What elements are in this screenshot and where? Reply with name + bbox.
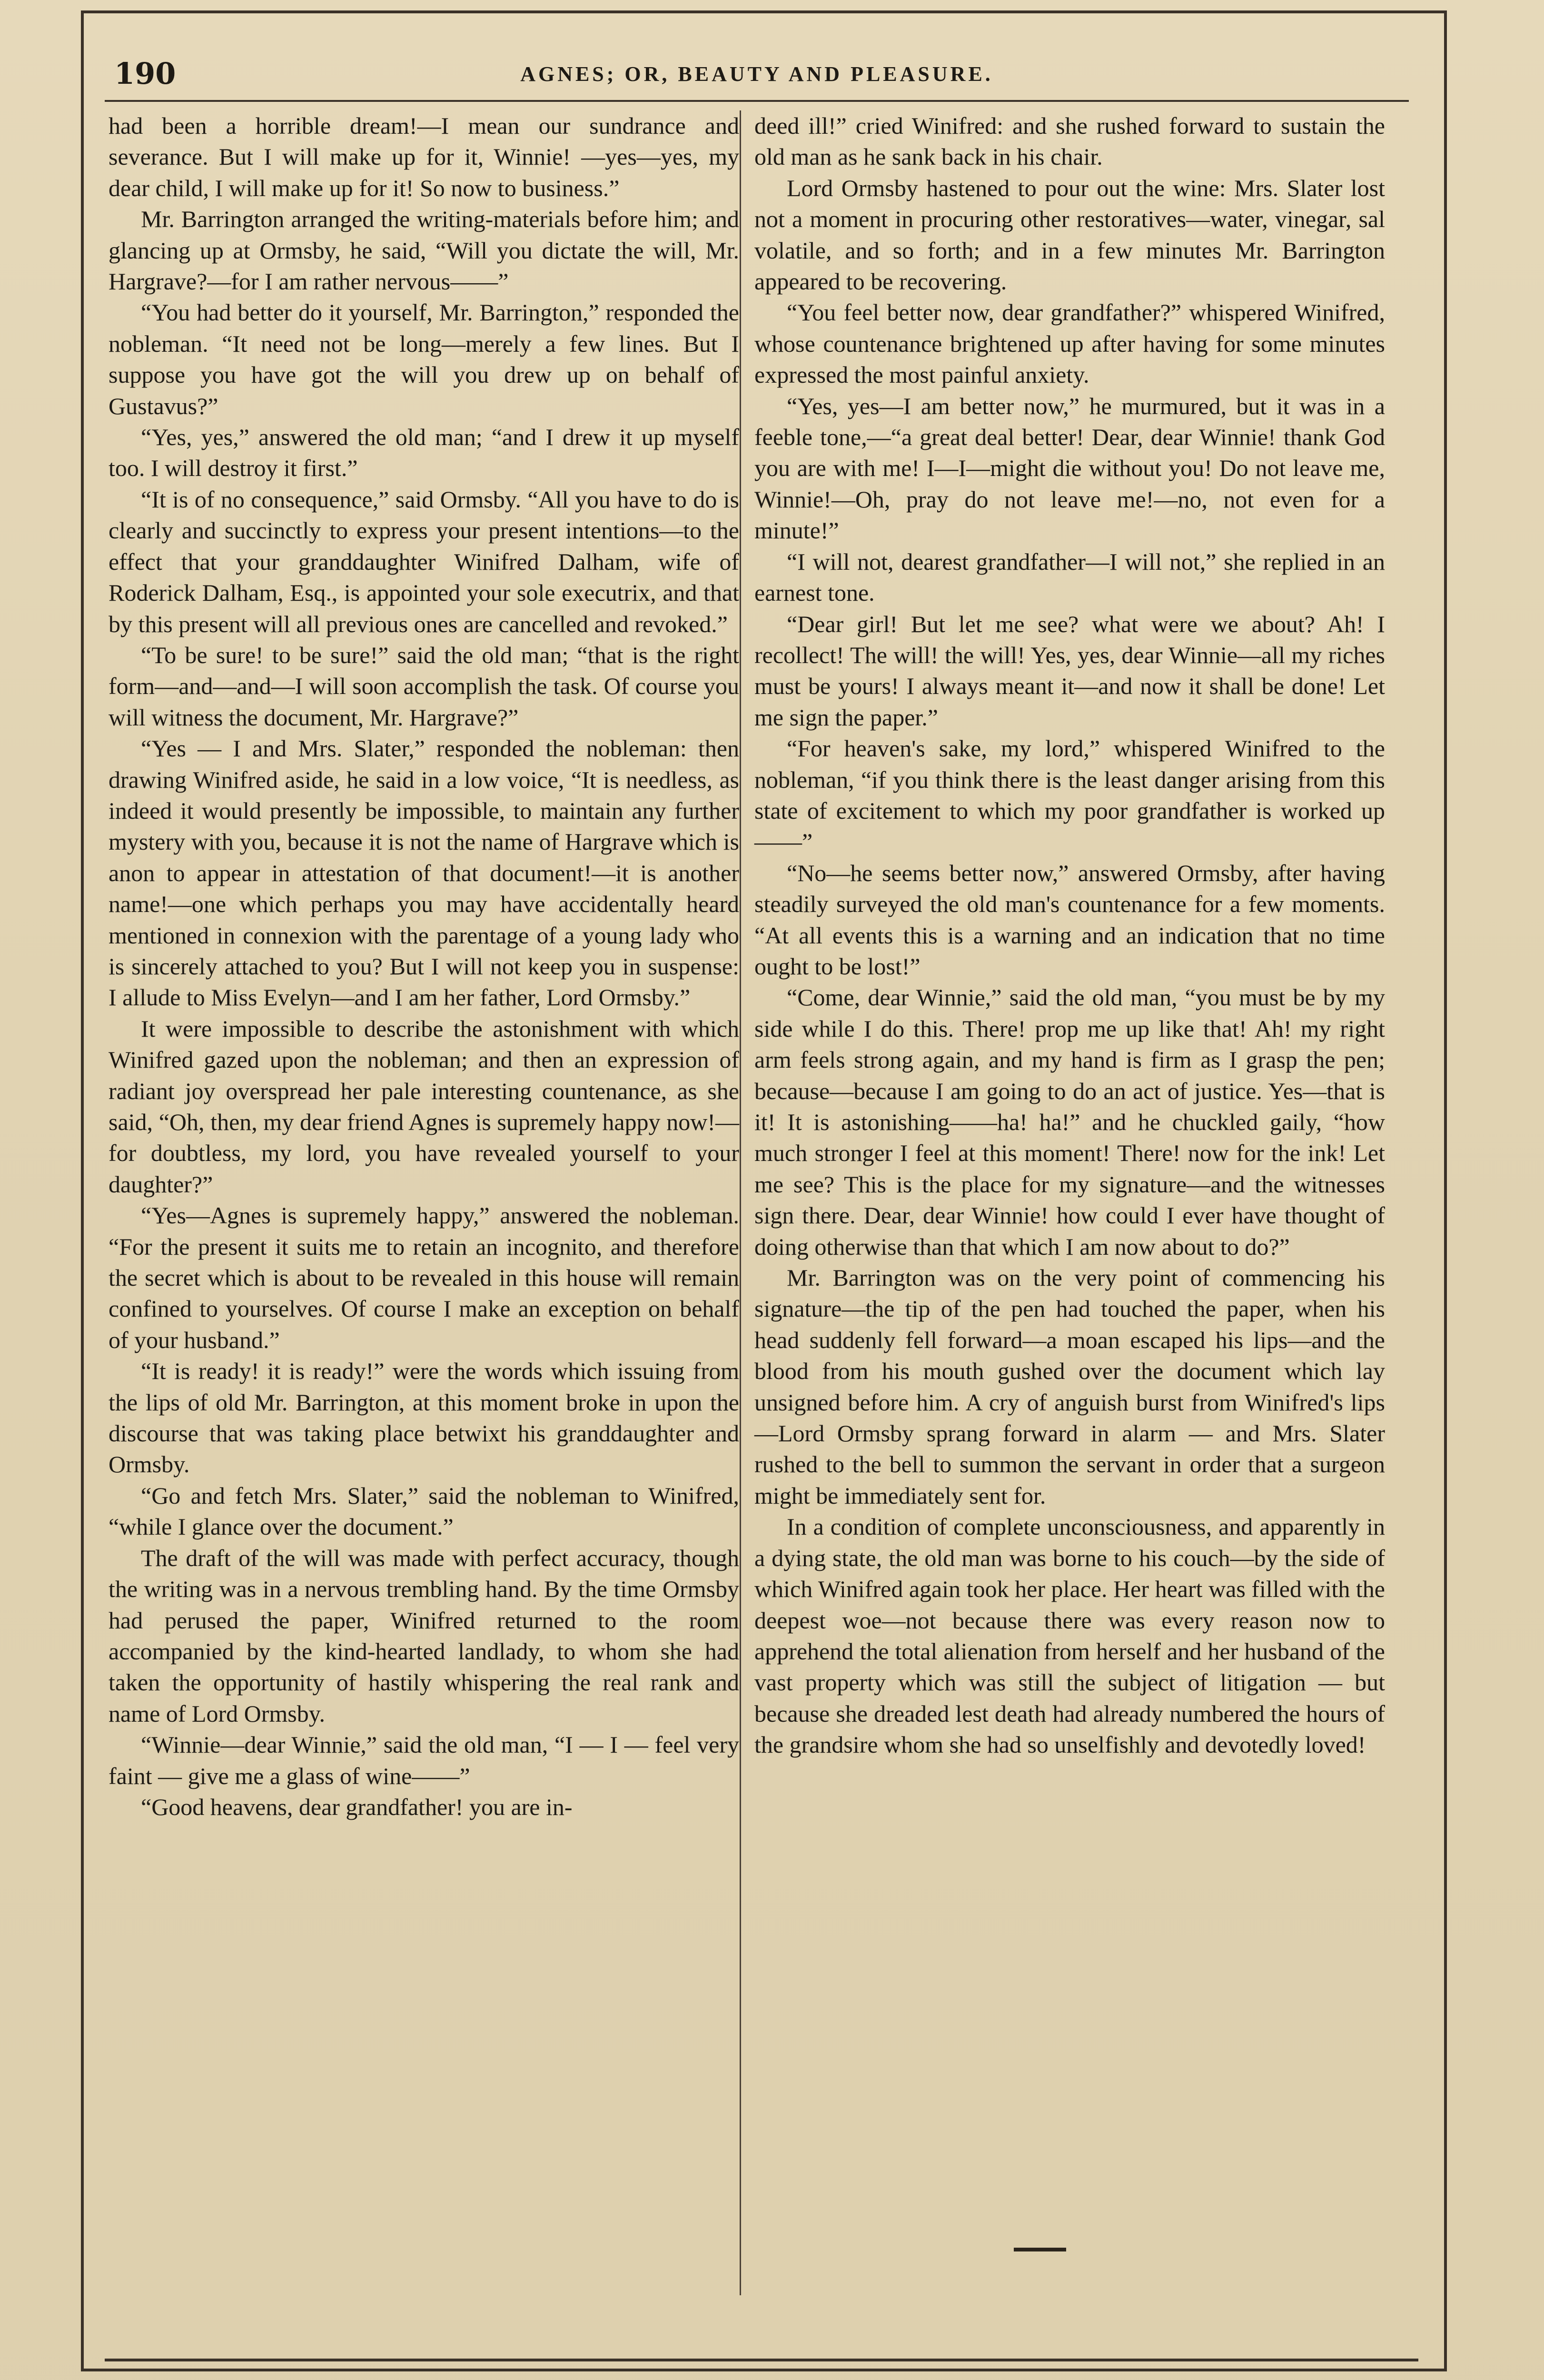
paragraph: “You had better do it yourself, Mr. Barrington,” responded the nobleman. “It need not be long—merely a few lines. But I suppose you have got the will you drew up on behalf of Gustavus?” xyxy=(109,299,739,419)
paragraph: In a condition of complete unconsciousness, and apparently in a dying state, the old man was borne to his couch—by the side of which Winifred again took her place. Her heart was filled with the deepest woe—not because there was every reason now to apprehend the total alienation from herself and her husband of the vast property which was still the subject of litigation — but because she dreaded lest death had already numbered the hours of the grandsire whom she had so unselfishly and devotedly loved! xyxy=(754,1513,1385,1758)
paragraph: Mr. Barrington arranged the writing-materials before him; and glancing up at Ormsby, he said, “Will you dictate the will, Mr. Hargrave?—for I am rather nervous——” xyxy=(109,206,739,295)
paragraph: “Go and fetch Mrs. Slater,” said the nobleman to Winifred, “while I glance over the document.” xyxy=(109,1482,739,1540)
paragraph: deed ill!” cried Winifred: and she rushed forward to sustain the old man as he sank back in his chair. xyxy=(754,112,1385,170)
paragraph: “It is of no consequence,” said Ormsby. “All you have to do is clearly and succinctly to express your present intentions—to the effect that your granddaughter Winifred Dalham, wife of Roderick Dalham, Esq., is appointed your sole executrix, and that by this present will all previous ones are cancelled and revoked.” xyxy=(109,486,739,637)
paragraph: had been a horrible dream!—I mean our sundrance and severance. But I will make up for it, Winnie! —yes—yes, my dear child, I will make up for it! So now to business.” xyxy=(109,112,739,201)
paragraph: “Yes — I and Mrs. Slater,” responded the nobleman: then drawing Winifred aside, he said in a low voice, “It is needless, as indeed it would presently be impossible, to maintain any further mystery with you, because it is not the name of Hargrave which is anon to appear in attestation of that document!—it is another name!—one which perhaps you may have accidentally heard mentioned in connexion with the parentage of a young lady who is sincerely attached to you? But I will not keep you in suspense: I allude to Miss Evelyn—and I am her father, Lord Ormsby.” xyxy=(109,735,739,1011)
paragraph: “Good heavens, dear grandfather! you are in- xyxy=(141,1793,573,1820)
paragraph: “You feel better now, dear grandfather?” whispered Winifred, whose countenance brightened up after having for some minutes expressed the most painful anxiety. xyxy=(754,299,1385,388)
left-column xyxy=(109,110,739,1823)
paragraph: The draft of the will was made with perfect accuracy, though the writing was in a nervous trembling hand. By the time Ormsby had perused the paper, Winifred returned to the room accompanied by the kind-hearted landlady, to whom she had taken the opportunity of hastily whispering the real rank and name of Lord Ormsby. xyxy=(109,1544,739,1727)
paragraph: “It is ready! it is ready!” were the words which issuing from the lips of old Mr. Barrington, at this moment broke in upon the discourse that was taking place betwixt his granddaughter and Ormsby. xyxy=(109,1358,739,1478)
paragraph: “I will not, dearest grandfather—I will not,” she replied in an earnest tone. xyxy=(754,548,1385,606)
paragraph: “Dear girl! But let me see? what were we about? Ah! I recollect! The will! the will! Yes, yes, dear Winnie—all my riches must be yours! I always meant it—and now it shall be done! Let me sign the paper.” xyxy=(754,610,1385,731)
paragraph: “For heaven's sake, my lord,” whispered Winifred to the nobleman, “if you think there is the least danger arising from this state of excitement to which my poor grandfather is worked up——” xyxy=(754,735,1385,855)
end-of-chapter-rule xyxy=(1014,2248,1066,2251)
paragraph: “Come, dear Winnie,” said the old man, “you must be by my side while I do this. There! prop me up like that! Ah! my right arm feels strong again, and my hand is firm as I grasp the pen; because—because I am going to do an act of justice. Yes—that is it! It is astonishing——ha! ha!” and he chuckled gaily, “how much stronger I feel at this moment! There! now for the ink! Let me see? This is the place for my signature—and the witnesses sign there. Dear, dear Winnie! how could I ever have thought of doing otherwise than that which I am now about to do?” xyxy=(754,984,1385,1260)
column-divider xyxy=(740,110,741,2295)
paragraph: Mr. Barrington was on the very point of commencing his signature—the tip of the pen had touched the paper, when his head suddenly fell forward—a moan escaped his lips—and the blood from his mouth gushed over the document which lay unsigned before him. A cry of anguish burst from Winifred's lips—Lord Ormsby sprang forward in alarm — and Mrs. Slater rushed to the bell to summon the servant in order that a surgeon might be immediately sent for. xyxy=(754,1264,1385,1509)
paragraph: “To be sure! to be sure!” said the old man; “that is the right form—and—and—I will soon accomplish the task. Of course you will witness the document, Mr. Hargrave?” xyxy=(109,641,739,731)
header-rule xyxy=(105,100,1409,102)
running-title: AGNES; OR, BEAUTY AND PLEASURE. xyxy=(520,62,993,86)
paragraph: “Winnie—dear Winnie,” said the old man, “I — I — feel very faint — give me a glass of wine——” xyxy=(109,1731,739,1789)
right-column xyxy=(754,110,1385,1761)
paragraph: “Yes, yes—I am better now,” he murmured, but it was in a feeble tone,—“a great deal better! Dear, dear Winnie! thank God you are with me! I—I—might die without you! Do not leave me, Winnie!—Oh, pray do not leave me!—no, not even for a minute!” xyxy=(754,392,1385,544)
page-header xyxy=(109,56,1404,99)
paragraph: “Yes, yes,” answered the old man; “and I drew it up myself too. I will destroy it first.” xyxy=(109,424,739,482)
paragraph: “No—he seems better now,” answered Ormsby, after having steadily surveyed the old man's countenance for a few moments. “At all events this is a warning and an indication that no time ought to be lost!” xyxy=(754,859,1385,980)
paragraph: It were impossible to describe the astonishment with which Winifred gazed upon the nobleman; and then an expression of radiant joy overspread her pale interesting countenance, as she said, “Oh, then, my dear friend Agnes is supremely happy now!—for doubtless, my lord, you have revealed yourself to your daughter?” xyxy=(109,1015,739,1198)
paragraph: Lord Ormsby hastened to pour out the wine: Mrs. Slater lost not a moment in procuring other restoratives—water, vinegar, sal volatile, and so forth; and in a few minutes Mr. Barrington appeared to be recovering. xyxy=(754,174,1385,295)
paragraph: “Yes—Agnes is supremely happy,” answered the nobleman. “For the present it suits me to retain an incognito, and therefore the secret which is about to be revealed in this house will remain confined to yourselves. Of course I make an exception on behalf of your husband.” xyxy=(109,1202,739,1353)
page-number: 190 xyxy=(114,56,176,91)
bottom-rule xyxy=(105,2359,1418,2361)
